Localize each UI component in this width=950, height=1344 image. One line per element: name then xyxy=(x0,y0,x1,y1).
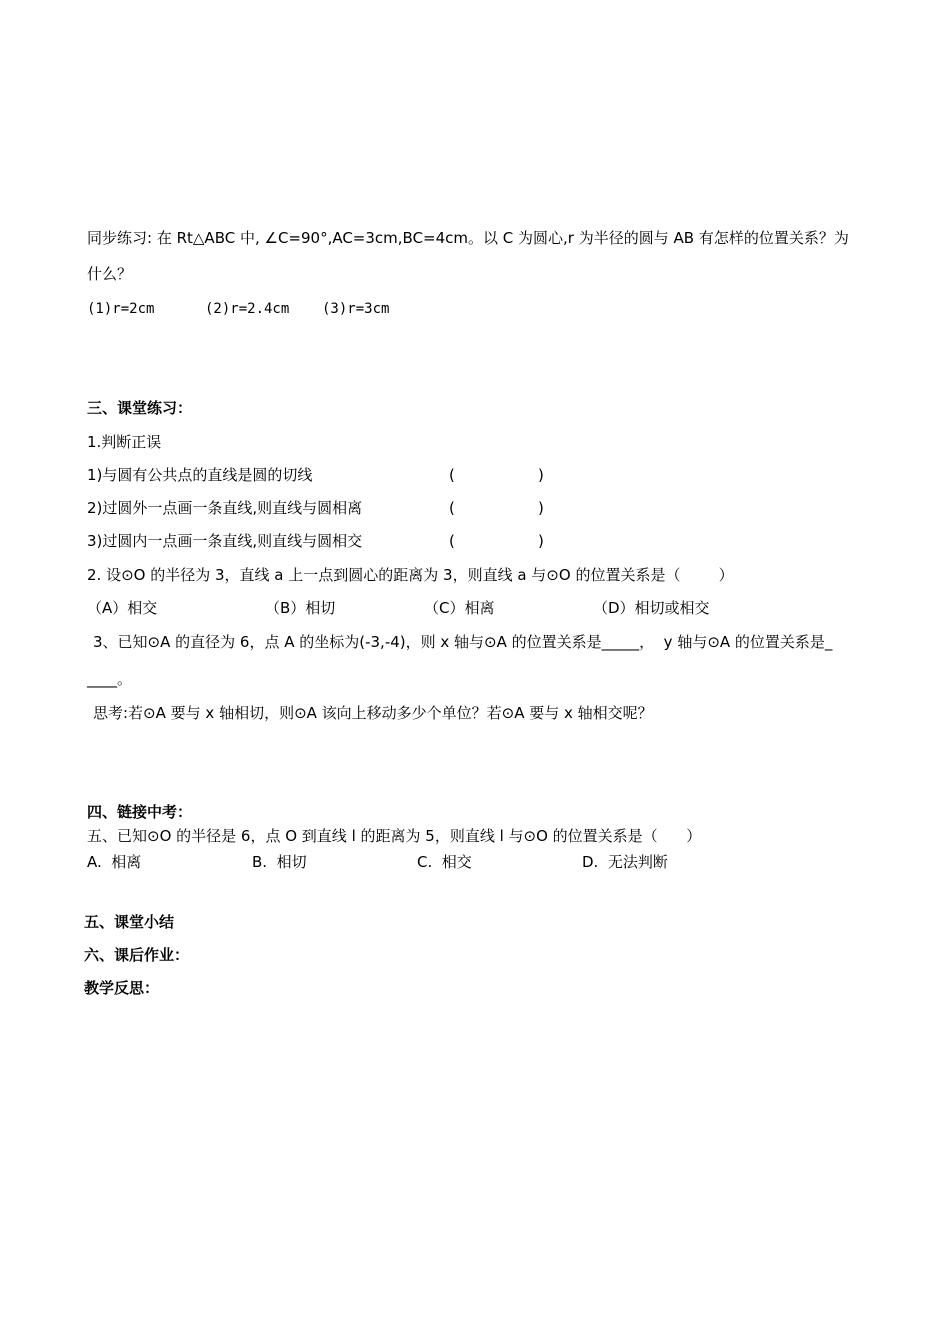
judge-item-3: 3)过圆内一点画一条直线,则直线与圆相交 xyxy=(87,532,363,550)
judge-item-2: 2)过圆外一点画一条直线,则直线与圆相离 xyxy=(87,499,363,517)
section6-heading: 六、课后作业： xyxy=(84,946,190,964)
section3-heading: 三、课堂练习： xyxy=(87,399,193,417)
sync-option-2: (2)r=2.4cm xyxy=(205,301,290,317)
q2-option-b: （B）相切 xyxy=(265,599,336,617)
exam-option-c: C. 相交 xyxy=(417,853,472,871)
section5-heading: 五、课堂小结 xyxy=(84,913,175,931)
reflection-heading: 教学反思： xyxy=(84,979,160,997)
judge-item-1: 1)与圆有公共点的直线是圆的切线 xyxy=(87,466,313,484)
sync-practice-line2: 什么？ xyxy=(87,265,133,283)
judge-1-paren-open: ( xyxy=(449,466,455,484)
think-question: 思考:若⊙A 要与 x 轴相切，则⊙A 该向上移动多少个单位？若⊙A 要与 x 轴相交呢？ xyxy=(93,704,653,722)
judge-1-paren-close: ) xyxy=(538,466,544,484)
section4-heading: 四、链接中考： xyxy=(87,803,193,821)
sync-practice-line1: 同步练习: 在 Rt△ABC 中, ∠C=90°,AC=3cm,BC=4cm。以 C 为圆心,r 为半径的圆与 AB 有怎样的位置关系？为 xyxy=(87,229,849,247)
exam-option-b: B. 相切 xyxy=(252,853,307,871)
exam-question: 五、已知⊙O 的半径是 6，点 O 到直线 l 的距离为 5，则直线 l 与⊙O 的位置关系是（ ） xyxy=(87,827,702,845)
judge-3-paren-open: ( xyxy=(449,532,455,550)
judge-2-paren-open: ( xyxy=(449,499,455,517)
question-3-line2: ____。 xyxy=(87,670,133,688)
question-3-line1: 3、已知⊙A 的直径为 6，点 A 的坐标为(-3,-4)，则 x 轴与⊙A 的位置关系是_____， y 轴与⊙A 的位置关系是_ xyxy=(93,633,833,651)
q2-option-d: （D）相切或相交 xyxy=(593,599,710,617)
q1-title: 1.判断正误 xyxy=(87,433,162,451)
judge-2-paren-close: ) xyxy=(538,499,544,517)
q2-option-a: （A）相交 xyxy=(87,599,158,617)
question-2: 2. 设⊙O 的半径为 3，直线 a 上一点到圆心的距离为 3，则直线 a 与⊙O 的位置关系是（ ） xyxy=(87,566,734,584)
judge-3-paren-close: ) xyxy=(538,532,544,550)
exam-option-d: D. 无法判断 xyxy=(582,853,668,871)
sync-option-3: (3)r=3cm xyxy=(322,301,390,317)
q2-option-c: （C）相离 xyxy=(424,599,495,617)
sync-option-1: (1)r=2cm xyxy=(87,301,155,317)
exam-option-a: A. 相离 xyxy=(87,853,142,871)
